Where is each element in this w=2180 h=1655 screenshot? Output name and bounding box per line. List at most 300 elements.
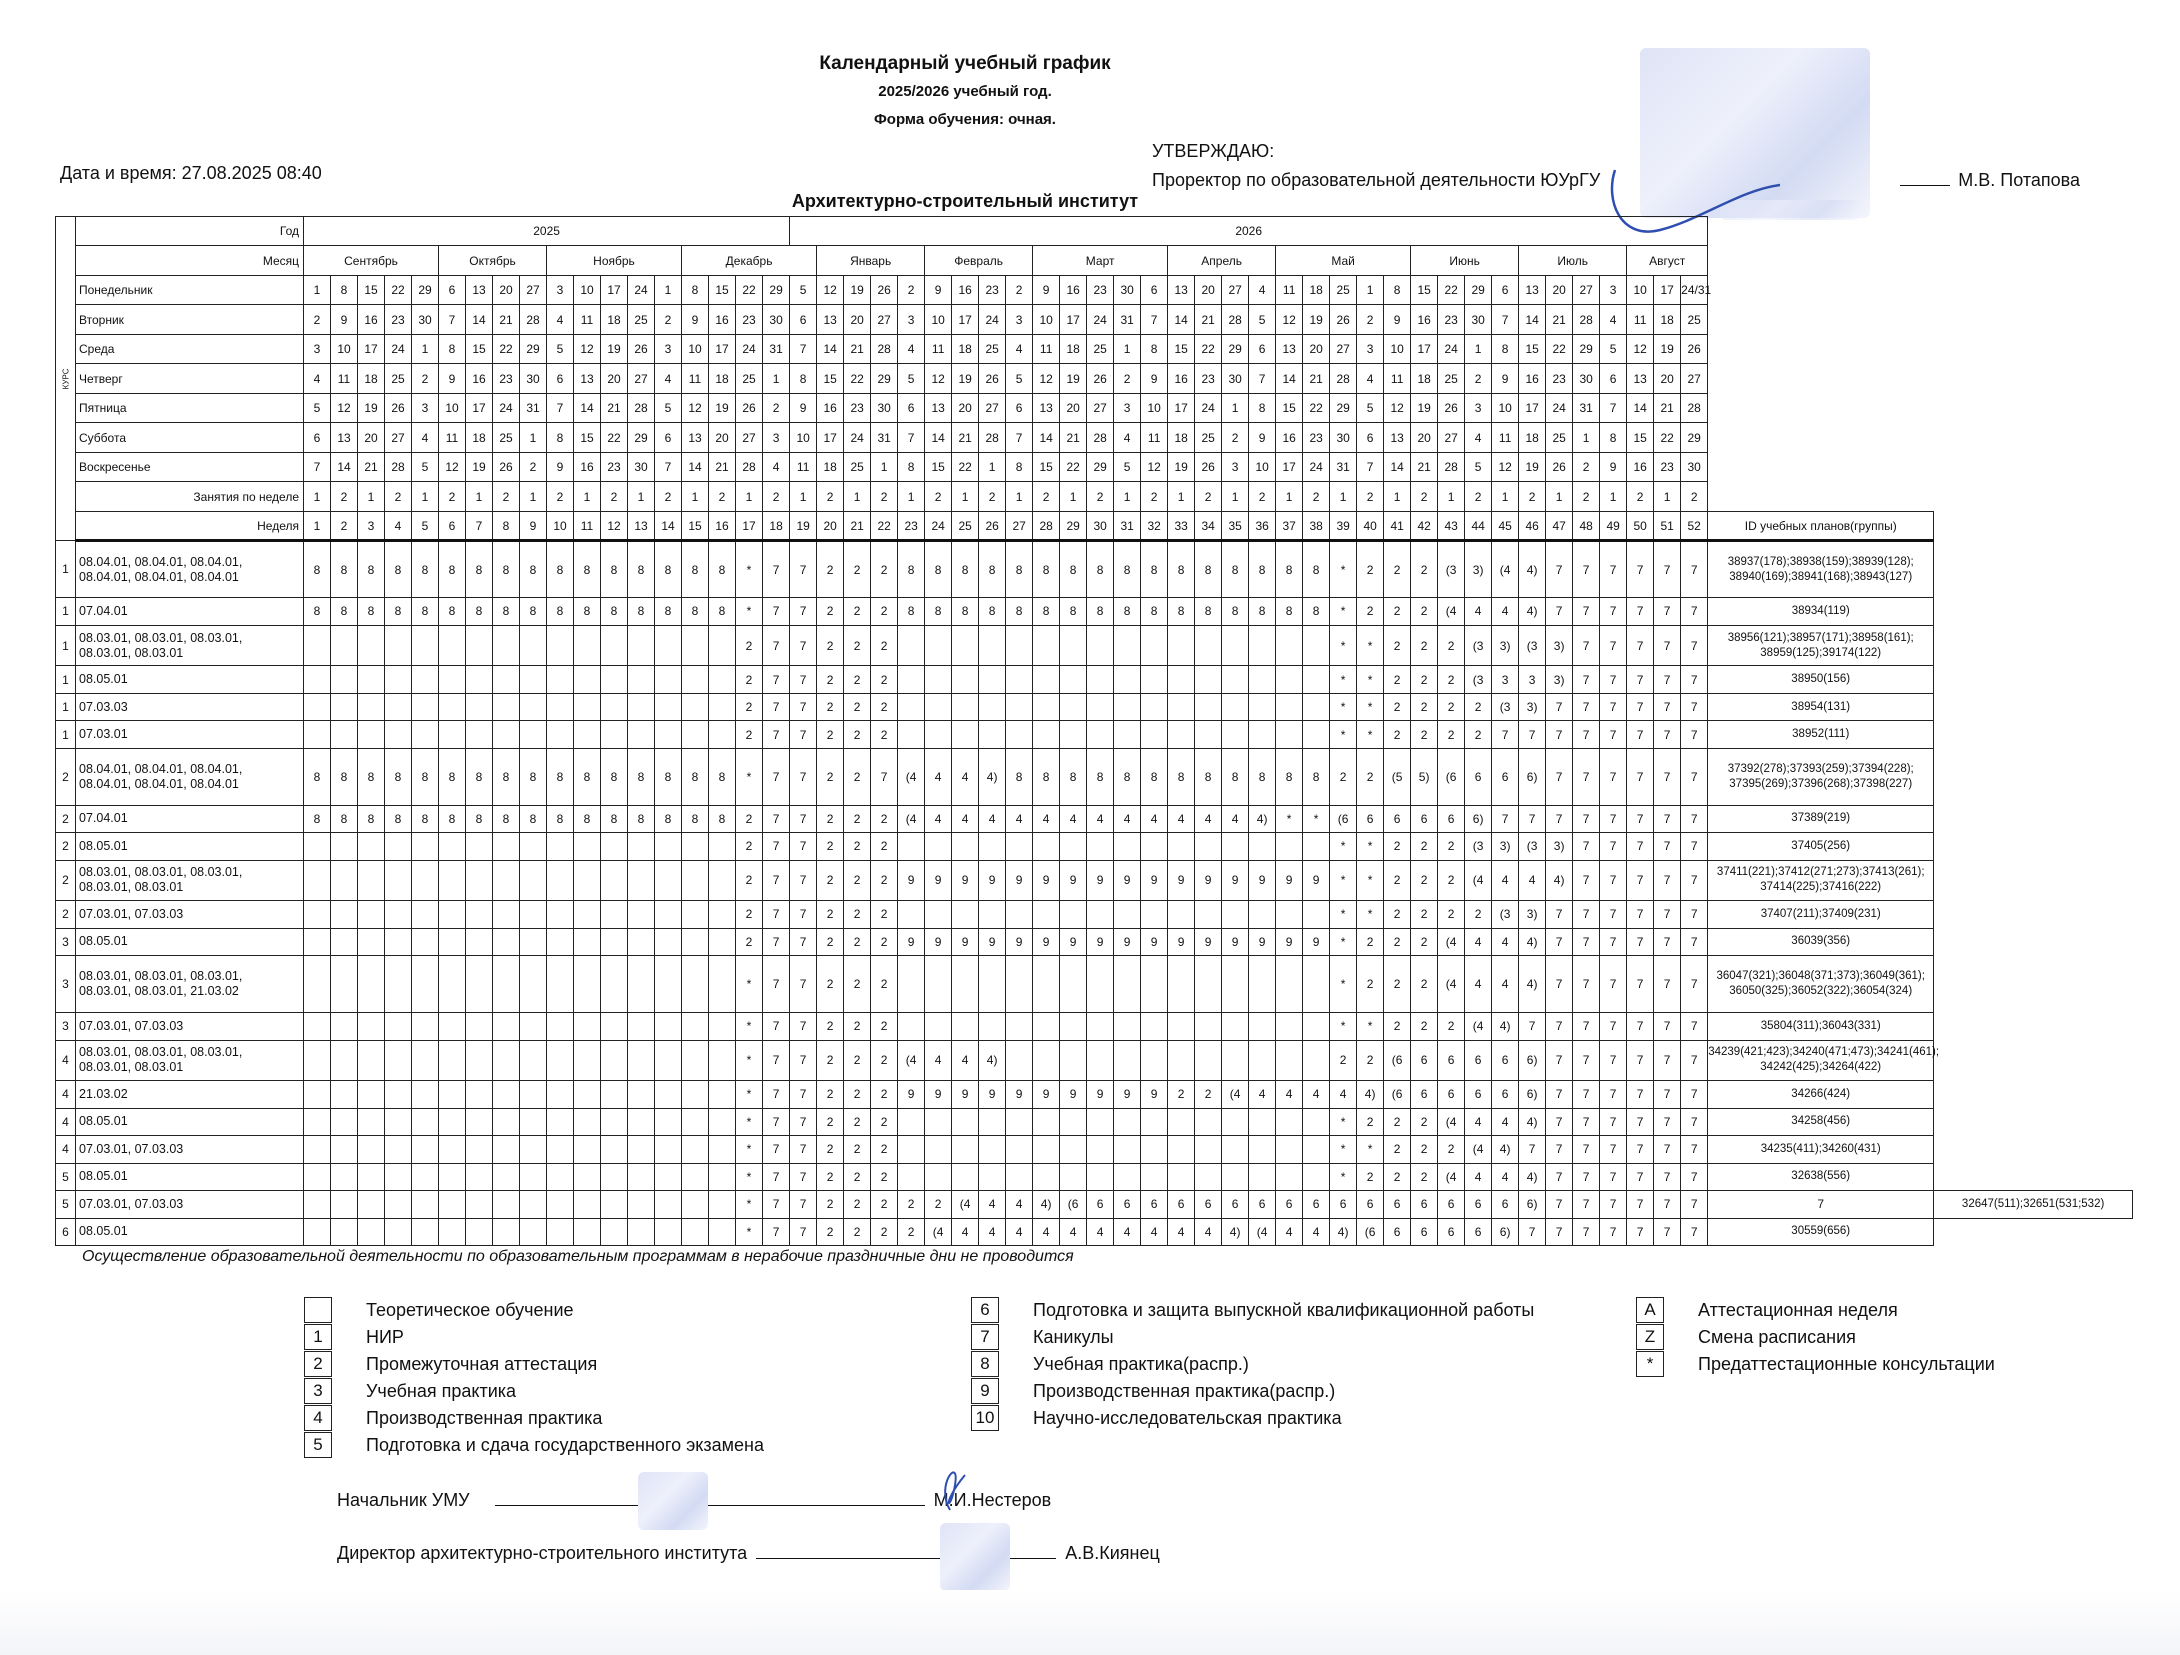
schedule-cell <box>385 1108 412 1135</box>
date-cell: 22 <box>952 452 979 481</box>
schedule-cell: 8 <box>304 598 331 625</box>
schedule-cell: 7 <box>1681 1191 1708 1218</box>
schedule-cell: 8 <box>412 748 439 805</box>
date-cell: 6 <box>1600 364 1627 393</box>
schedule-cell <box>601 1218 628 1246</box>
date-cell: 25 <box>1438 364 1465 393</box>
week-number: 40 <box>1357 511 1384 540</box>
schedule-cell <box>682 1040 709 1081</box>
schedule-cell: 8 <box>385 598 412 625</box>
schedule-cell <box>1006 956 1033 1013</box>
classes-cell: 1 <box>952 482 979 511</box>
blank-cell <box>1708 305 1934 334</box>
schedule-cell: 7 <box>1681 693 1708 720</box>
schedule-cell: 7 <box>1681 1040 1708 1081</box>
schedule-cell: 6 <box>1141 1191 1168 1218</box>
schedule-cell: 8 <box>493 748 520 805</box>
schedule-cell: 2 <box>1384 1108 1411 1135</box>
schedule-cell <box>898 666 925 693</box>
classes-cell: 1 <box>736 482 763 511</box>
schedule-cell <box>709 928 736 955</box>
schedule-cell: 9 <box>898 928 925 955</box>
schedule-cell: 9 <box>1249 860 1276 901</box>
date-cell: 7 <box>898 423 925 452</box>
schedule-cell <box>628 625 655 666</box>
schedule-cell <box>1087 833 1114 860</box>
schedule-cell: * <box>736 598 763 625</box>
date-cell: 31 <box>1573 393 1600 422</box>
date-cell: 27 <box>1222 275 1249 304</box>
schedule-cell <box>682 1136 709 1163</box>
redacted-signature <box>638 1472 708 1530</box>
schedule-cell <box>547 1191 574 1218</box>
date-cell: 1 <box>763 364 790 393</box>
schedule-cell: 8 <box>1168 541 1195 598</box>
schedule-cell <box>520 1040 547 1081</box>
schedule-cell: 6 <box>1465 1191 1492 1218</box>
schedule-cell: 7 <box>1573 956 1600 1013</box>
schedule-cell <box>358 860 385 901</box>
date-cell: 8 <box>1006 452 1033 481</box>
schedule-cell: 6 <box>1492 1081 1519 1108</box>
schedule-cell: 7 <box>1627 598 1654 625</box>
legend-label: Подготовка и защита выпускной квалификационной работы <box>1033 1300 1535 1320</box>
schedule-cell <box>574 1136 601 1163</box>
date-cell: 21 <box>1411 452 1438 481</box>
date-cell: 19 <box>709 393 736 422</box>
legend-code-box: 5 <box>304 1432 332 1458</box>
schedule-cell: 2 <box>736 625 763 666</box>
schedule-cell: 2 <box>1384 666 1411 693</box>
schedule-cell <box>1060 666 1087 693</box>
schedule-cell: 7 <box>1573 1108 1600 1135</box>
schedule-cell: 2 <box>1411 598 1438 625</box>
table-row <box>56 1191 2133 1218</box>
table-row <box>56 1081 2133 1108</box>
week-number: 11 <box>574 511 601 540</box>
day-row <box>56 334 2133 363</box>
week-number: 39 <box>1330 511 1357 540</box>
date-cell: 21 <box>709 452 736 481</box>
date-cell: 3 <box>1600 275 1627 304</box>
schedule-cell: 6) <box>1519 748 1546 805</box>
week-number: 28 <box>1033 511 1060 540</box>
date-cell: 19 <box>1303 305 1330 334</box>
schedule-cell: 6 <box>1114 1191 1141 1218</box>
schedule-cell: 2 <box>817 748 844 805</box>
schedule-cell: (3 <box>1492 693 1519 720</box>
date-cell: 28 <box>1222 305 1249 334</box>
schedule-cell <box>331 1218 358 1246</box>
schedule-cell <box>520 721 547 748</box>
schedule-cell: 7 <box>1573 1136 1600 1163</box>
schedule-cell: 6 <box>1384 805 1411 832</box>
schedule-cell: 7 <box>1600 928 1627 955</box>
schedule-cell <box>1195 833 1222 860</box>
schedule-cell <box>574 833 601 860</box>
date-cell: 15 <box>709 275 736 304</box>
schedule-cell: 2 <box>844 541 871 598</box>
schedule-cell: * <box>1303 805 1330 832</box>
date-cell: 29 <box>1573 334 1600 363</box>
schedule-cell: * <box>1330 956 1357 1013</box>
schedule-cell <box>1006 1136 1033 1163</box>
schedule-cell <box>1222 1136 1249 1163</box>
date-cell: 11 <box>1492 423 1519 452</box>
schedule-cell: 7 <box>1519 1013 1546 1040</box>
schedule-cell: 7 <box>1654 860 1681 901</box>
schedule-cell: 6 <box>1411 805 1438 832</box>
schedule-cell: 2 <box>736 693 763 720</box>
date-cell: 25 <box>493 423 520 452</box>
schedule-cell <box>520 901 547 928</box>
week-number: 42 <box>1411 511 1438 540</box>
specialty-cell: 08.05.01 <box>76 928 304 955</box>
schedule-cell <box>601 693 628 720</box>
schedule-cell <box>412 1218 439 1246</box>
week-number: 47 <box>1546 511 1573 540</box>
schedule-cell: 7 <box>763 598 790 625</box>
month-header: Декабрь <box>682 246 817 275</box>
kurs-cell: 3 <box>56 1013 76 1040</box>
schedule-cell: 7 <box>1600 1163 1627 1190</box>
schedule-cell <box>1303 833 1330 860</box>
schedule-cell: 8 <box>1222 748 1249 805</box>
schedule-cell: 9 <box>1249 928 1276 955</box>
schedule-cell: 8 <box>1222 541 1249 598</box>
schedule-cell: 6 <box>1411 1040 1438 1081</box>
schedule-cell: * <box>1330 721 1357 748</box>
schedule-cell <box>1249 1013 1276 1040</box>
schedule-cell: 9 <box>925 928 952 955</box>
schedule-cell: 9 <box>1195 860 1222 901</box>
week-number: 18 <box>763 511 790 540</box>
schedule-cell <box>1033 1136 1060 1163</box>
date-cell: 2 <box>1006 275 1033 304</box>
week-number: 2 <box>331 511 358 540</box>
schedule-cell <box>709 1040 736 1081</box>
schedule-cell <box>1276 1136 1303 1163</box>
schedule-cell: 7 <box>1681 625 1708 666</box>
schedule-cell: 2 <box>1411 1136 1438 1163</box>
schedule-cell: 4 <box>1006 1218 1033 1246</box>
schedule-cell: 2 <box>817 666 844 693</box>
schedule-cell <box>358 666 385 693</box>
month-header: Май <box>1276 246 1411 275</box>
year-label: Год <box>76 217 304 246</box>
schedule-cell: 9 <box>979 928 1006 955</box>
classes-cell: 2 <box>1627 482 1654 511</box>
schedule-cell: (4 <box>1465 860 1492 901</box>
date-cell: 10 <box>1141 393 1168 422</box>
schedule-cell: 7 <box>1654 666 1681 693</box>
legend-label: Производственная практика(распр.) <box>1033 1381 1336 1401</box>
schedule-cell: 6 <box>1168 1191 1195 1218</box>
kurs-cell: 2 <box>56 833 76 860</box>
schedule-cell: 7 <box>763 1163 790 1190</box>
schedule-cell <box>520 625 547 666</box>
date-cell: 11 <box>439 423 466 452</box>
schedule-cell: 7 <box>1654 833 1681 860</box>
kurs-cell: 6 <box>56 1218 76 1246</box>
schedule-cell <box>412 833 439 860</box>
kurs-cell: 4 <box>56 1081 76 1108</box>
schedule-cell: 2 <box>1384 956 1411 1013</box>
schedule-cell: 7 <box>1654 901 1681 928</box>
date-cell: 19 <box>1168 452 1195 481</box>
date-cell: 11 <box>682 364 709 393</box>
schedule-cell <box>547 833 574 860</box>
classes-cell: 1 <box>304 482 331 511</box>
date-cell: 14 <box>1168 305 1195 334</box>
specialty-cell: 08.05.01 <box>76 666 304 693</box>
schedule-cell: 8 <box>493 805 520 832</box>
schedule-cell: 7 <box>1681 598 1708 625</box>
schedule-cell <box>1033 1040 1060 1081</box>
schedule-cell <box>574 1218 601 1246</box>
date-cell: 10 <box>574 275 601 304</box>
date-cell: 20 <box>1060 393 1087 422</box>
schedule-cell <box>385 1136 412 1163</box>
date-cell: 17 <box>1654 275 1681 304</box>
schedule-cell: 8 <box>331 541 358 598</box>
schedule-cell <box>304 860 331 901</box>
date-cell: 23 <box>1303 423 1330 452</box>
legend-code-box: 6 <box>971 1297 999 1323</box>
classes-cell: 2 <box>655 482 682 511</box>
schedule-cell: 8 <box>1006 598 1033 625</box>
week-number: 13 <box>628 511 655 540</box>
week-number: 46 <box>1519 511 1546 540</box>
date-cell: 15 <box>574 423 601 452</box>
schedule-cell: 7 <box>1681 1163 1708 1190</box>
schedule-cell: 7 <box>1573 721 1600 748</box>
schedule-cell <box>979 901 1006 928</box>
week-number: 49 <box>1600 511 1627 540</box>
schedule-cell <box>1087 1163 1114 1190</box>
date-cell: 22 <box>493 334 520 363</box>
schedule-cell <box>331 1191 358 1218</box>
schedule-cell <box>1087 1108 1114 1135</box>
schedule-cell: 8 <box>682 805 709 832</box>
schedule-cell: 4 <box>1006 805 1033 832</box>
page-title: Календарный учебный график <box>819 53 1111 74</box>
schedule-cell <box>898 1108 925 1135</box>
classes-cell: 2 <box>709 482 736 511</box>
schedule-cell: 4 <box>1141 805 1168 832</box>
month-header: Сентябрь <box>304 246 439 275</box>
week-number: 44 <box>1465 511 1492 540</box>
schedule-cell <box>1060 901 1087 928</box>
schedule-cell: 4) <box>1546 860 1573 901</box>
schedule-cell <box>547 1040 574 1081</box>
schedule-cell: * <box>1276 805 1303 832</box>
schedule-cell: 7 <box>1573 1040 1600 1081</box>
date-cell: 20 <box>709 423 736 452</box>
schedule-cell <box>574 1163 601 1190</box>
date-cell: 1 <box>412 334 439 363</box>
month-header: Октябрь <box>439 246 547 275</box>
specialty-cell: 08.03.01, 08.03.01, 08.03.01, 08.03.01, 08.03.01 <box>76 1040 304 1081</box>
date-cell: 23 <box>844 393 871 422</box>
schedule-cell: 2 <box>1438 860 1465 901</box>
legend-label: Теоретическое обучение <box>366 1300 574 1320</box>
schedule-cell <box>1276 693 1303 720</box>
schedule-cell: 7 <box>1600 1218 1627 1246</box>
date-cell: 14 <box>1627 393 1654 422</box>
schedule-cell <box>412 1136 439 1163</box>
schedule-cell: 7 <box>790 833 817 860</box>
schedule-cell: 8 <box>331 748 358 805</box>
schedule-cell: 2 <box>736 721 763 748</box>
date-cell: 4 <box>1600 305 1627 334</box>
schedule-cell <box>709 1013 736 1040</box>
date-cell: 31 <box>1330 452 1357 481</box>
schedule-cell: 4) <box>1492 1136 1519 1163</box>
schedule-cell: 2 <box>1438 625 1465 666</box>
schedule-cell: 4 <box>979 805 1006 832</box>
schedule-cell <box>1006 1108 1033 1135</box>
schedule-cell: 8 <box>385 805 412 832</box>
schedule-cell: 7 <box>1681 860 1708 901</box>
date-cell: 6 <box>439 275 466 304</box>
date-cell: 21 <box>601 393 628 422</box>
week-number: 34 <box>1195 511 1222 540</box>
schedule-cell: 7 <box>1627 1108 1654 1135</box>
schedule-cell <box>412 1108 439 1135</box>
date-cell: 29 <box>871 364 898 393</box>
schedule-cell: 8 <box>1033 748 1060 805</box>
schedule-cell <box>466 1191 493 1218</box>
schedule-cell <box>304 1013 331 1040</box>
schedule-cell: 9 <box>952 1081 979 1108</box>
schedule-cell: 7 <box>763 1136 790 1163</box>
schedule-cell <box>520 928 547 955</box>
schedule-cell <box>1222 956 1249 1013</box>
date-cell: 4 <box>655 364 682 393</box>
kurs-cell: 4 <box>56 1136 76 1163</box>
schedule-cell: 7 <box>763 805 790 832</box>
schedule-cell: 8 <box>1276 598 1303 625</box>
schedule-cell: 7 <box>1546 693 1573 720</box>
schedule-cell <box>682 693 709 720</box>
schedule-cell: 8 <box>520 541 547 598</box>
date-cell: 1 <box>304 275 331 304</box>
schedule-cell: 8 <box>1114 748 1141 805</box>
schedule-cell <box>439 1013 466 1040</box>
schedule-cell <box>304 625 331 666</box>
date-cell: 28 <box>520 305 547 334</box>
schedule-cell: 4) <box>1519 928 1546 955</box>
date-cell: 30 <box>1114 275 1141 304</box>
schedule-cell <box>1141 1108 1168 1135</box>
schedule-cell <box>466 721 493 748</box>
classes-cell: 2 <box>601 482 628 511</box>
schedule-cell: 2 <box>1411 860 1438 901</box>
date-cell: 11 <box>331 364 358 393</box>
schedule-cell <box>925 1108 952 1135</box>
date-cell: 28 <box>1330 364 1357 393</box>
schedule-cell: 4 <box>1033 1218 1060 1246</box>
schedule-cell: 4) <box>979 748 1006 805</box>
specialty-cell: 07.03.01, 07.03.03 <box>76 1136 304 1163</box>
schedule-cell: 8 <box>898 598 925 625</box>
schedule-cell <box>601 928 628 955</box>
schedule-cell: 7 <box>790 1081 817 1108</box>
schedule-cell <box>358 721 385 748</box>
date-cell: 4 <box>1249 275 1276 304</box>
legend-code-box: 4 <box>304 1405 332 1431</box>
schedule-cell <box>412 956 439 1013</box>
schedule-cell: 7 <box>1600 1191 1627 1218</box>
schedule-cell: 7 <box>763 928 790 955</box>
date-cell: 4 <box>1357 364 1384 393</box>
schedule-cell <box>898 1136 925 1163</box>
schedule-cell: 4 <box>1519 860 1546 901</box>
schedule-cell <box>601 721 628 748</box>
schedule-cell: 8 <box>358 598 385 625</box>
date-cell: 22 <box>601 423 628 452</box>
schedule-cell <box>1087 956 1114 1013</box>
schedule-cell: 2 <box>844 860 871 901</box>
schedule-cell: 7 <box>1654 805 1681 832</box>
schedule-cell: 2 <box>1411 901 1438 928</box>
schedule-cell: 7 <box>1654 1040 1681 1081</box>
classes-cell: 2 <box>925 482 952 511</box>
schedule-cell <box>466 1013 493 1040</box>
date-cell: 7 <box>1006 423 1033 452</box>
schedule-cell <box>1114 625 1141 666</box>
schedule-cell <box>1060 833 1087 860</box>
classes-cell: 2 <box>1681 482 1708 511</box>
schedule-cell: 8 <box>574 748 601 805</box>
schedule-cell: 4 <box>1492 1108 1519 1135</box>
specialty-cell: 07.04.01 <box>76 805 304 832</box>
date-cell: 24 <box>628 275 655 304</box>
date-cell: 8 <box>682 275 709 304</box>
week-row <box>56 511 2133 540</box>
date-cell: 11 <box>1276 275 1303 304</box>
schedule-cell: 8 <box>1249 748 1276 805</box>
date-cell: 27 <box>520 275 547 304</box>
schedule-cell: 6 <box>1276 1191 1303 1218</box>
date-cell: 16 <box>1276 423 1303 452</box>
schedule-cell <box>628 833 655 860</box>
date-cell: 19 <box>1411 393 1438 422</box>
schedule-cell <box>1114 901 1141 928</box>
schedule-cell <box>925 693 952 720</box>
legend-label: Каникулы <box>1033 1327 1114 1347</box>
schedule-cell <box>1195 1136 1222 1163</box>
schedule-cell <box>1006 1040 1033 1081</box>
schedule-cell: 8 <box>1195 748 1222 805</box>
date-cell: 3 <box>655 334 682 363</box>
schedule-cell: 8 <box>1303 598 1330 625</box>
date-cell: 23 <box>1195 364 1222 393</box>
schedule-cell: 4 <box>1114 1218 1141 1246</box>
date-cell: 11 <box>1033 334 1060 363</box>
schedule-cell: 2 <box>1357 1163 1384 1190</box>
schedule-cell: 4 <box>952 805 979 832</box>
schedule-cell: 7 <box>763 748 790 805</box>
classes-cell: 1 <box>1060 482 1087 511</box>
date-cell: 7 <box>547 393 574 422</box>
schedule-cell <box>439 833 466 860</box>
schedule-cell: 2 <box>1357 598 1384 625</box>
date-cell: 15 <box>358 275 385 304</box>
date-cell: 30 <box>1465 305 1492 334</box>
schedule-cell <box>1087 1040 1114 1081</box>
